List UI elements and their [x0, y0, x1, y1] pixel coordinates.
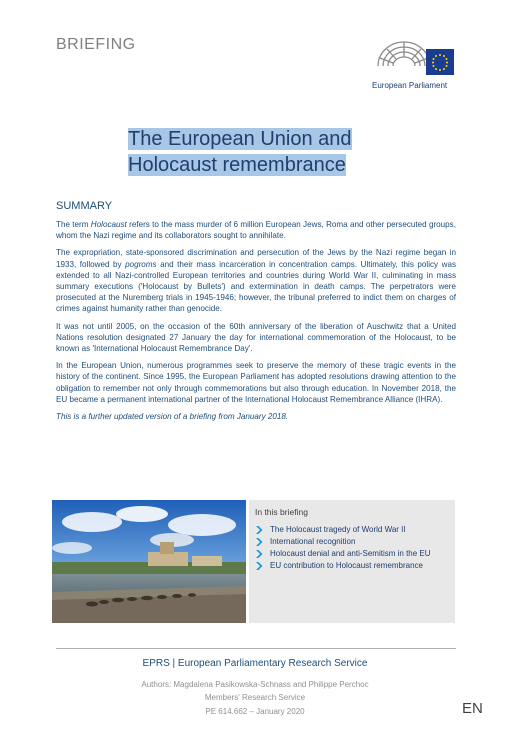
footer-reference: PE 614.662 – January 2020 [205, 707, 305, 716]
briefing-label: BRIEFING [56, 36, 136, 53]
footer-authors: Authors: Magdalena Pasikowska-Schnass and Philippe Perchoc [141, 680, 369, 689]
eu-flag-icon [426, 49, 454, 75]
chevron-right-icon [255, 526, 264, 534]
in-this-briefing-heading: In this briefing [255, 507, 308, 517]
title-line-1: The European Union and [128, 128, 352, 150]
memorial-photo [52, 500, 246, 623]
list-item-label: The Holocaust tragedy of World War II [270, 525, 406, 534]
list-item[interactable] [255, 548, 451, 559]
logo-text: European Parliament [372, 81, 448, 90]
list-item[interactable] [255, 524, 451, 535]
update-note: This is a further updated version of a briefing from January 2018. [56, 412, 289, 422]
chevron-right-icon [255, 562, 264, 570]
list-item[interactable] [255, 536, 451, 547]
summary-paragraph-3: It was not until 2005, on the occasion of the 60th anniversary of the liberation of Auschwitz that a United Nations resolution designated 27 January the day for international commemoration of the Holocaust, to be known as 'International Holocaust Remembrance Day'. [56, 321, 456, 354]
language-code: EN [462, 700, 483, 717]
text-run: The expropriation, state-sponsored discrimination and persecution of the Jews by the Nazi regime began in 1933, followed by [56, 248, 456, 269]
in-this-briefing-box [249, 500, 455, 623]
footer-service: EPRS | European Parliamentary Research Service [142, 658, 368, 669]
title-line-2: Holocaust remembrance [128, 154, 346, 176]
summary-body [56, 219, 456, 428]
list-item-label: EU contribution to Holocaust remembrance [270, 561, 423, 570]
list-item-label: International recognition [270, 537, 356, 546]
chevron-right-icon [255, 550, 264, 558]
summary-heading: SUMMARY [56, 200, 113, 212]
chevron-right-icon [255, 538, 264, 546]
text-run: The term [56, 220, 91, 229]
footer-divider [56, 648, 456, 649]
list-item[interactable] [255, 560, 451, 571]
text-run: refers to the mass murder of 6 million European Jews, Roma and other persecuted groups, whom the Nazi regime and its collaborators sought to annihilate. [56, 220, 456, 241]
footer-unit: Members' Research Service [204, 693, 306, 702]
briefing-topics-list [255, 524, 451, 572]
summary-paragraph-4: In the European Union, numerous programmes seek to preserve the memory of these tragic events in the history of the continent. Since 1995, the European Parliament has adopted resolutions drawing attention to the obligation to remember not only through commemorations but also through education. In November 2018, the EU became a permanent international partner of the International Holocaust Remembrance Alliance (IHRA). [56, 361, 456, 404]
page-title [128, 126, 388, 178]
text-run: and their mass incarceration in concentration camps. Ultimately, this policy was extended to all Nazi-controlled European territories and countries during World War II, culminating in mass summary executions ('Holocaust by Bullets') and extermination in death camps. The perpetrators were prosecuted at the Nuremberg trials in 1945-1946; however, the tribunal preferred to indict them on charges of crimes against humanity rather than genocide. [56, 259, 457, 314]
summary-paragraph-2 [56, 247, 456, 314]
text-run-italic: Holocaust [90, 220, 127, 229]
text-run-italic: pogroms [125, 259, 157, 269]
hemicycle-icon [378, 42, 430, 66]
list-item-label: Holocaust denial and anti-Semitism in the EU [270, 549, 431, 558]
summary-paragraph-1 [56, 219, 456, 241]
